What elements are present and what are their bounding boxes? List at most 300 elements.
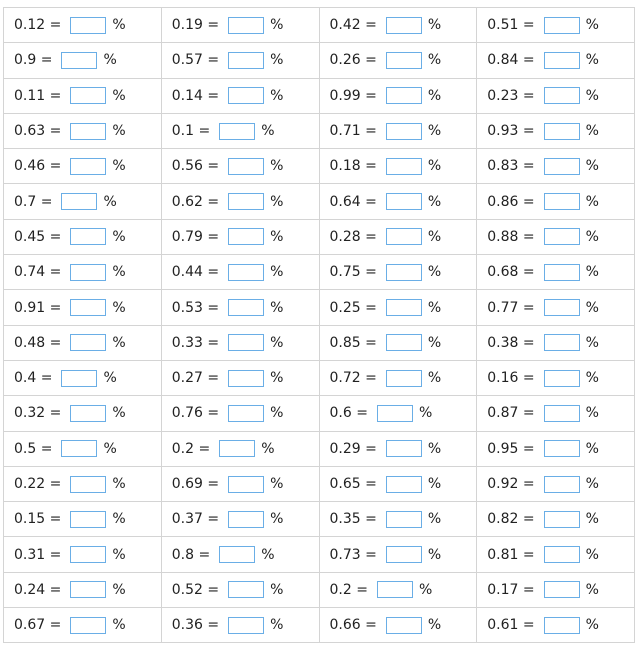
decimal-expression: 0.22 = xyxy=(14,476,62,492)
decimal-expression: 0.42 = xyxy=(329,17,377,34)
percent-sign: % xyxy=(585,405,599,422)
decimal-expression: 0.12 = xyxy=(14,17,62,34)
percent-sign: % xyxy=(261,440,275,457)
decimal-expression: 0.91 = xyxy=(14,299,62,316)
table-row xyxy=(4,466,635,501)
decimal-expression: 0.36 = xyxy=(171,617,220,634)
percent-sign: % xyxy=(112,511,126,528)
problem-cell xyxy=(477,219,635,254)
answer-input[interactable] xyxy=(386,193,422,210)
problem-cell xyxy=(319,572,477,607)
percent-sign: % xyxy=(112,299,126,316)
decimal-expression: 0.88 = xyxy=(487,228,535,245)
answer-input[interactable] xyxy=(544,193,580,210)
problem-cell xyxy=(161,8,319,43)
decimal-expression: 0.66 = xyxy=(329,617,377,634)
problem-cell xyxy=(319,43,477,78)
problem-cell xyxy=(319,149,477,184)
percent-sign: % xyxy=(585,511,599,528)
problem-cell xyxy=(4,431,162,466)
answer-input[interactable] xyxy=(70,158,106,175)
answer-input[interactable] xyxy=(386,228,422,245)
percent-sign: % xyxy=(585,440,599,457)
decimal-expression: 0.26 = xyxy=(329,52,377,69)
decimal-expression: 0.9 = xyxy=(14,52,53,69)
percent-sign: % xyxy=(270,405,284,422)
decimal-expression: 0.7 = xyxy=(14,193,53,210)
percent-sign: % xyxy=(112,405,126,422)
percent-sign: % xyxy=(427,87,442,104)
percent-sign: % xyxy=(585,299,599,316)
answer-input[interactable] xyxy=(544,405,580,422)
decimal-expression: 0.62 = xyxy=(171,193,220,210)
problem-cell xyxy=(319,325,477,360)
problem-cell xyxy=(477,360,635,395)
answer-input[interactable] xyxy=(386,334,422,351)
problem-cell xyxy=(161,572,319,607)
problem-cell xyxy=(477,184,635,219)
answer-input[interactable] xyxy=(544,581,580,598)
problem-cell xyxy=(4,255,162,290)
problem-cell xyxy=(319,502,477,537)
answer-input[interactable] xyxy=(386,17,422,34)
percent-sign: % xyxy=(585,87,599,104)
decimal-expression: 0.16 = xyxy=(487,370,535,387)
answer-input[interactable] xyxy=(386,440,422,457)
decimal-expression: 0.25 = xyxy=(329,299,377,316)
problem-cell xyxy=(161,78,319,113)
percent-sign: % xyxy=(103,193,117,210)
answer-input[interactable] xyxy=(219,440,255,457)
decimal-expression: 0.15 = xyxy=(14,511,62,528)
answer-input[interactable] xyxy=(544,334,580,351)
answer-input[interactable] xyxy=(228,334,264,351)
problem-cell xyxy=(477,572,635,607)
answer-input[interactable] xyxy=(544,511,580,528)
problem-cell xyxy=(319,255,477,290)
answer-input[interactable] xyxy=(70,405,106,422)
problem-cell xyxy=(161,360,319,395)
decimal-expression: 0.81 = xyxy=(487,546,535,563)
percent-sign: % xyxy=(427,193,442,210)
percent-sign: % xyxy=(112,158,126,175)
answer-input[interactable] xyxy=(544,17,580,34)
answer-input[interactable] xyxy=(70,299,106,316)
decimal-expression: 0.44 = xyxy=(171,264,220,281)
percent-sign: % xyxy=(585,581,599,598)
answer-input[interactable] xyxy=(70,581,106,598)
answer-input[interactable] xyxy=(544,52,580,69)
percent-sign: % xyxy=(585,17,599,34)
percent-sign: % xyxy=(270,370,284,387)
percent-sign: % xyxy=(103,370,117,387)
table-row xyxy=(4,396,635,431)
answer-input[interactable] xyxy=(377,581,413,598)
problem-cell xyxy=(477,608,635,643)
problem-cell xyxy=(319,360,477,395)
answer-input[interactable] xyxy=(386,87,422,104)
problem-cell xyxy=(161,219,319,254)
answer-input[interactable] xyxy=(70,87,106,104)
percent-sign: % xyxy=(427,17,442,34)
problem-cell xyxy=(4,608,162,643)
percent-sign: % xyxy=(112,334,126,351)
answer-input[interactable] xyxy=(219,546,255,563)
decimal-expression: 0.6 = xyxy=(329,405,368,422)
answer-input[interactable] xyxy=(544,158,580,175)
answer-input[interactable] xyxy=(228,370,264,387)
problem-cell xyxy=(4,43,162,78)
table-row xyxy=(4,572,635,607)
table-row xyxy=(4,113,635,148)
percent-sign: % xyxy=(418,405,433,422)
answer-input[interactable] xyxy=(544,123,580,140)
worksheet-body xyxy=(4,8,635,643)
table-row xyxy=(4,537,635,572)
percent-sign: % xyxy=(270,158,284,175)
problem-cell xyxy=(161,325,319,360)
problem-cell xyxy=(4,113,162,148)
decimal-expression: 0.83 = xyxy=(487,158,535,175)
percent-sign: % xyxy=(427,299,442,316)
percent-sign: % xyxy=(585,228,599,245)
problem-cell xyxy=(4,502,162,537)
percent-sign: % xyxy=(427,370,442,387)
problem-cell xyxy=(4,572,162,607)
percent-sign: % xyxy=(270,264,284,281)
answer-input[interactable] xyxy=(544,370,580,387)
decimal-expression: 0.29 = xyxy=(329,440,377,457)
decimal-expression: 0.19 = xyxy=(171,17,220,34)
decimal-expression: 0.84 = xyxy=(487,52,535,69)
decimal-expression: 0.1 = xyxy=(171,123,211,140)
percent-sign: % xyxy=(270,617,284,634)
decimal-expression: 0.61 = xyxy=(487,617,535,634)
percent-sign: % xyxy=(261,546,275,563)
problem-cell xyxy=(319,431,477,466)
answer-input[interactable] xyxy=(228,17,264,34)
decimal-expression: 0.65 = xyxy=(329,476,377,492)
table-row xyxy=(4,78,635,113)
decimal-expression: 0.27 = xyxy=(171,370,220,387)
decimal-expression: 0.8 = xyxy=(171,546,211,563)
decimal-expression: 0.72 = xyxy=(329,370,377,387)
decimal-expression: 0.48 = xyxy=(14,334,62,351)
decimal-expression: 0.73 = xyxy=(329,546,377,563)
percent-sign: % xyxy=(418,581,433,598)
decimal-expression: 0.92 = xyxy=(487,476,535,492)
problem-cell xyxy=(477,255,635,290)
percent-sign: % xyxy=(427,334,442,351)
table-row xyxy=(4,325,635,360)
decimal-expression: 0.45 = xyxy=(14,228,62,245)
answer-input[interactable] xyxy=(544,299,580,316)
percent-sign: % xyxy=(427,617,442,634)
answer-input[interactable] xyxy=(386,617,422,634)
problem-cell xyxy=(4,78,162,113)
problem-cell xyxy=(319,537,477,572)
problem-cell xyxy=(319,396,477,431)
problem-cell xyxy=(4,360,162,395)
percent-sign: % xyxy=(112,476,126,492)
decimal-expression: 0.99 = xyxy=(329,87,377,104)
percent-sign: % xyxy=(427,511,442,528)
problem-cell xyxy=(477,537,635,572)
problem-cell xyxy=(4,290,162,325)
answer-input[interactable] xyxy=(70,123,106,140)
problem-cell xyxy=(477,396,635,431)
percent-sign: % xyxy=(261,123,275,140)
decimal-expression: 0.24 = xyxy=(14,581,62,598)
problem-cell xyxy=(161,255,319,290)
table-row xyxy=(4,431,635,466)
percent-sign: % xyxy=(270,476,284,492)
decimal-expression: 0.37 = xyxy=(171,511,220,528)
problem-cell xyxy=(4,219,162,254)
decimal-expression: 0.57 = xyxy=(171,52,220,69)
decimal-expression: 0.2 = xyxy=(171,440,211,457)
problem-cell xyxy=(4,184,162,219)
problem-cell xyxy=(319,608,477,643)
problem-cell xyxy=(477,290,635,325)
answer-input[interactable] xyxy=(386,52,422,69)
percent-sign: % xyxy=(112,581,126,598)
problem-cell xyxy=(319,466,477,501)
answer-input[interactable] xyxy=(228,158,264,175)
problem-cell xyxy=(319,290,477,325)
decimal-expression: 0.31 = xyxy=(14,546,62,563)
decimal-expression: 0.18 = xyxy=(329,158,377,175)
percent-sign: % xyxy=(427,264,442,281)
answer-input[interactable] xyxy=(544,228,580,245)
answer-input[interactable] xyxy=(61,52,97,69)
problem-cell xyxy=(161,149,319,184)
answer-input[interactable] xyxy=(70,334,106,351)
answer-input[interactable] xyxy=(70,617,106,634)
problem-cell xyxy=(477,466,635,501)
decimal-expression: 0.4 = xyxy=(14,370,53,387)
answer-input[interactable] xyxy=(386,546,422,563)
percent-sign: % xyxy=(103,52,117,69)
table-row xyxy=(4,255,635,290)
table-row xyxy=(4,502,635,537)
answer-input[interactable] xyxy=(544,546,580,563)
decimal-expression: 0.46 = xyxy=(14,158,62,175)
decimal-expression: 0.35 = xyxy=(329,511,377,528)
problem-cell xyxy=(477,113,635,148)
answer-input[interactable] xyxy=(228,264,264,281)
percent-sign: % xyxy=(427,158,442,175)
decimal-expression: 0.51 = xyxy=(487,17,535,34)
problem-cell xyxy=(319,113,477,148)
answer-input[interactable] xyxy=(228,87,264,104)
percent-sign: % xyxy=(270,87,284,104)
percent-sign: % xyxy=(112,264,126,281)
percent-sign: % xyxy=(585,476,599,492)
table-row xyxy=(4,149,635,184)
percent-sign: % xyxy=(270,334,284,351)
decimal-expression: 0.23 = xyxy=(487,87,535,104)
answer-input[interactable] xyxy=(61,370,97,387)
problem-cell xyxy=(4,537,162,572)
problem-cell xyxy=(161,184,319,219)
percent-sign: % xyxy=(585,193,599,210)
decimal-expression: 0.87 = xyxy=(487,405,535,422)
decimal-expression: 0.11 = xyxy=(14,87,62,104)
decimal-expression: 0.68 = xyxy=(487,264,535,281)
percent-sign: % xyxy=(427,52,442,69)
answer-input[interactable] xyxy=(70,228,106,245)
percent-sign: % xyxy=(270,299,284,316)
percent-sign: % xyxy=(427,123,442,140)
percent-sign: % xyxy=(585,617,599,634)
answer-input[interactable] xyxy=(386,264,422,281)
answer-input[interactable] xyxy=(544,617,580,634)
problem-cell xyxy=(161,502,319,537)
answer-input[interactable] xyxy=(544,476,580,493)
percent-sign: % xyxy=(270,228,284,245)
answer-input[interactable] xyxy=(544,440,580,457)
answer-input[interactable] xyxy=(228,476,264,493)
answer-input[interactable] xyxy=(228,193,264,210)
answer-input[interactable] xyxy=(386,123,422,140)
answer-input[interactable] xyxy=(377,405,413,422)
answer-input[interactable] xyxy=(386,370,422,387)
problem-cell xyxy=(4,325,162,360)
answer-input[interactable] xyxy=(386,299,422,316)
percent-sign: % xyxy=(103,440,117,457)
percent-sign: % xyxy=(112,17,126,34)
worksheet-grid xyxy=(3,7,635,643)
problem-cell xyxy=(161,290,319,325)
decimal-expression: 0.63 = xyxy=(14,123,62,140)
percent-sign: % xyxy=(112,546,126,563)
problem-cell xyxy=(477,78,635,113)
table-row xyxy=(4,290,635,325)
answer-input[interactable] xyxy=(386,511,422,528)
problem-cell xyxy=(319,184,477,219)
answer-input[interactable] xyxy=(70,17,106,34)
decimal-expression: 0.38 = xyxy=(487,334,535,351)
percent-sign: % xyxy=(112,617,126,634)
table-row xyxy=(4,219,635,254)
decimal-expression: 0.69 = xyxy=(171,476,220,492)
percent-sign: % xyxy=(585,158,599,175)
decimal-expression: 0.33 = xyxy=(171,334,220,351)
percent-sign: % xyxy=(585,370,599,387)
answer-input[interactable] xyxy=(228,511,264,528)
problem-cell xyxy=(319,8,477,43)
decimal-expression: 0.64 = xyxy=(329,193,377,210)
percent-sign: % xyxy=(585,123,599,140)
decimal-expression: 0.14 = xyxy=(171,87,220,104)
percent-sign: % xyxy=(270,511,284,528)
answer-input[interactable] xyxy=(70,264,106,281)
problem-cell xyxy=(161,466,319,501)
decimal-expression: 0.28 = xyxy=(329,228,377,245)
decimal-expression: 0.77 = xyxy=(487,299,535,316)
percent-sign: % xyxy=(427,440,442,457)
answer-input[interactable] xyxy=(228,581,264,598)
decimal-expression: 0.75 = xyxy=(329,264,377,281)
decimal-expression: 0.67 = xyxy=(14,617,62,634)
decimal-expression: 0.5 = xyxy=(14,440,53,457)
decimal-expression: 0.2 = xyxy=(329,581,368,598)
percent-sign: % xyxy=(427,546,442,563)
percent-sign: % xyxy=(585,52,599,69)
problem-cell xyxy=(161,537,319,572)
answer-input[interactable] xyxy=(228,405,264,422)
problem-cell xyxy=(4,396,162,431)
percent-sign: % xyxy=(427,228,442,245)
problem-cell xyxy=(477,502,635,537)
answer-input[interactable] xyxy=(228,617,264,634)
problem-cell xyxy=(477,43,635,78)
decimal-expression: 0.85 = xyxy=(329,334,377,351)
decimal-expression: 0.76 = xyxy=(171,405,220,422)
percent-sign: % xyxy=(585,546,599,563)
problem-cell xyxy=(477,431,635,466)
problem-cell xyxy=(161,43,319,78)
percent-sign: % xyxy=(112,123,126,140)
answer-input[interactable] xyxy=(228,299,264,316)
problem-cell xyxy=(4,149,162,184)
answer-input[interactable] xyxy=(544,264,580,281)
decimal-expression: 0.74 = xyxy=(14,264,62,281)
answer-input[interactable] xyxy=(61,193,97,210)
table-row xyxy=(4,608,635,643)
answer-input[interactable] xyxy=(544,87,580,104)
answer-input[interactable] xyxy=(219,123,255,140)
problem-cell xyxy=(477,149,635,184)
problem-cell xyxy=(477,325,635,360)
percent-sign: % xyxy=(112,87,126,104)
problem-cell xyxy=(4,466,162,501)
problem-cell xyxy=(161,113,319,148)
answer-input[interactable] xyxy=(228,228,264,245)
problem-cell xyxy=(4,8,162,43)
decimal-expression: 0.82 = xyxy=(487,511,535,528)
decimal-expression: 0.52 = xyxy=(171,581,220,598)
problem-cell xyxy=(161,396,319,431)
problem-cell xyxy=(319,219,477,254)
answer-input[interactable] xyxy=(61,440,97,457)
problem-cell xyxy=(161,431,319,466)
decimal-expression: 0.79 = xyxy=(171,228,220,245)
table-row xyxy=(4,8,635,43)
decimal-expression: 0.56 = xyxy=(171,158,220,175)
decimal-expression: 0.32 = xyxy=(14,405,62,422)
answer-input[interactable] xyxy=(228,52,264,69)
table-row xyxy=(4,43,635,78)
percent-sign: % xyxy=(585,264,599,281)
answer-input[interactable] xyxy=(70,511,106,528)
problem-cell xyxy=(161,608,319,643)
answer-input[interactable] xyxy=(386,158,422,175)
answer-input[interactable] xyxy=(386,476,422,493)
percent-sign: % xyxy=(427,476,442,492)
decimal-expression: 0.95 = xyxy=(487,440,535,457)
answer-input[interactable] xyxy=(70,546,106,563)
table-row xyxy=(4,184,635,219)
percent-sign: % xyxy=(112,228,126,245)
table-row xyxy=(4,360,635,395)
percent-sign: % xyxy=(270,52,284,69)
answer-input[interactable] xyxy=(70,476,106,493)
percent-sign: % xyxy=(585,334,599,351)
decimal-expression: 0.86 = xyxy=(487,193,535,210)
decimal-expression: 0.53 = xyxy=(171,299,220,316)
